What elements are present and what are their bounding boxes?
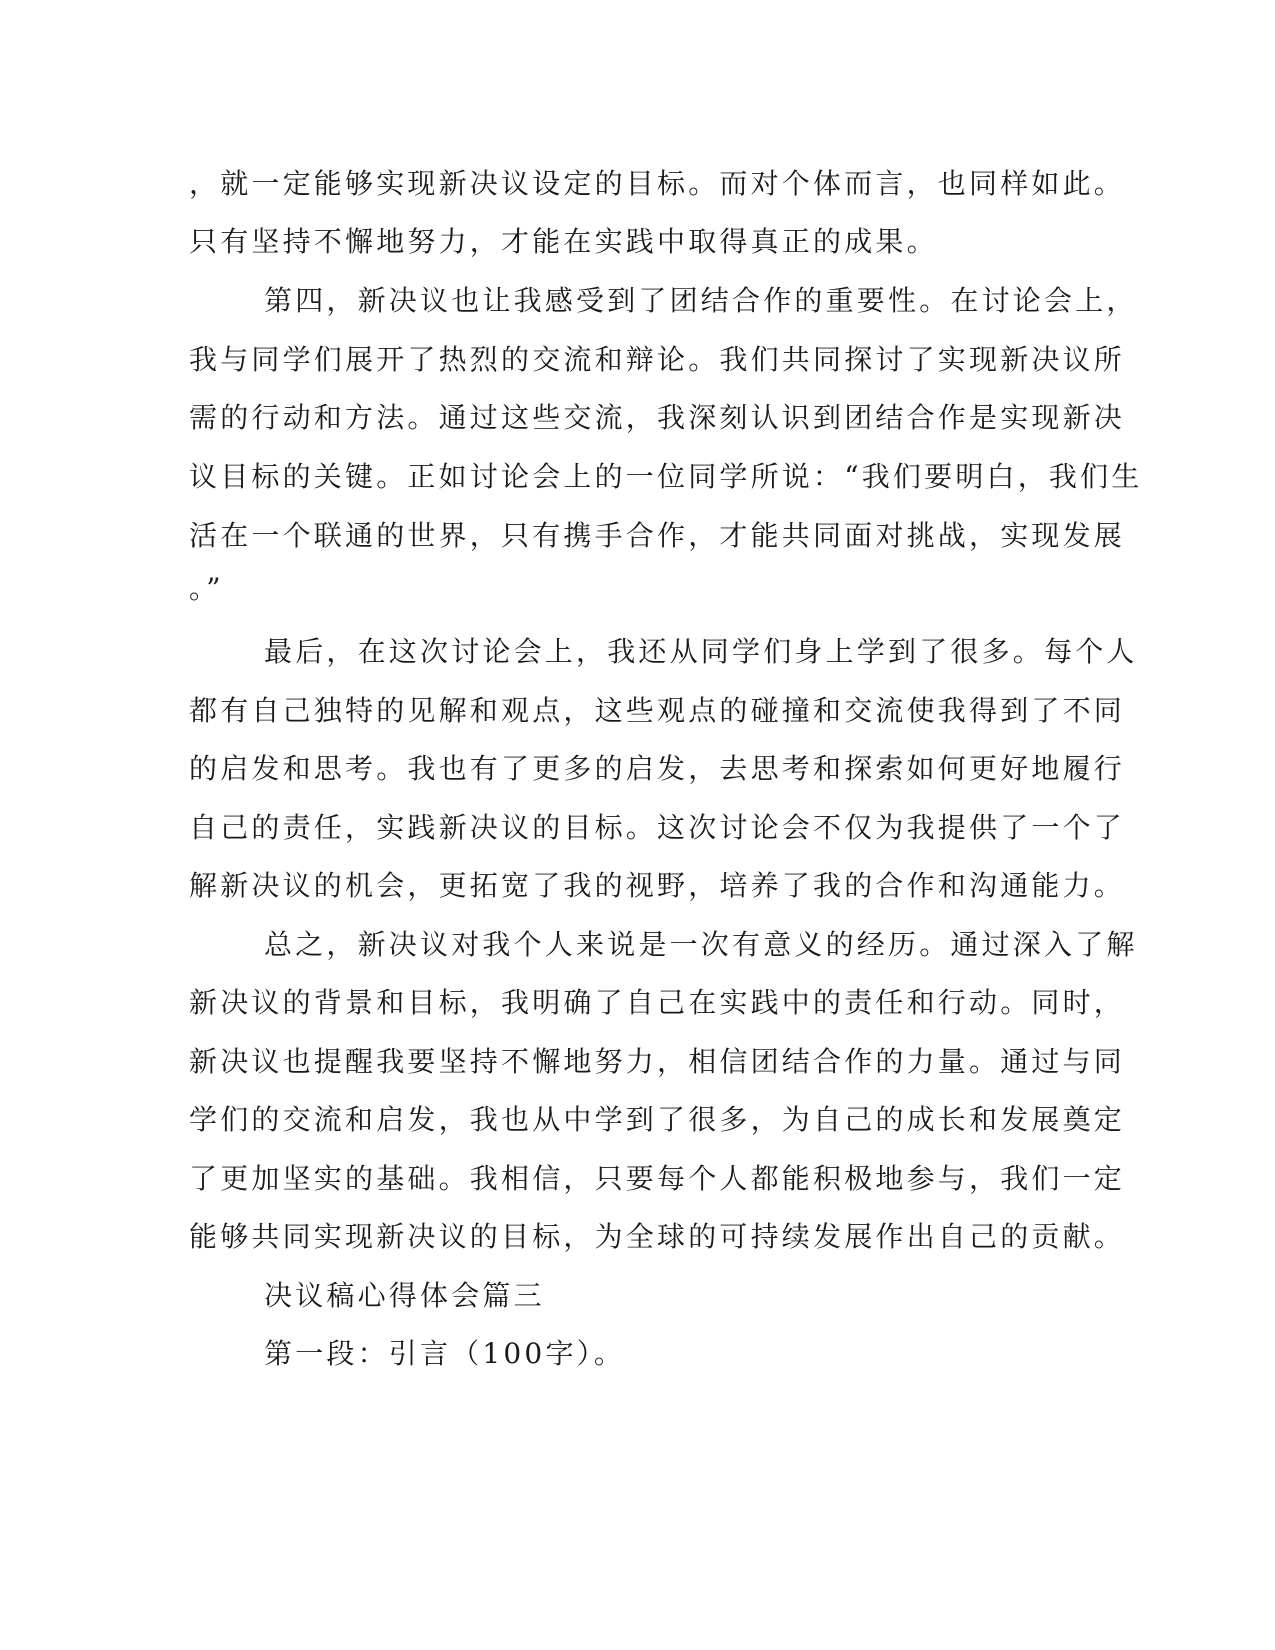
text-line: 议目标的关键。正如讨论会上的一位同学所说：“我们要明白，我们生 [189,460,1143,493]
text-line: 活在一个联通的世界，只有携手合作，才能共同面对挑战，实现发展 [189,519,1126,552]
text-line: 新决议的背景和目标，我明确了自己在实践中的责任和行动。同时， [189,986,1126,1019]
subsection-heading: 第一段：引言（100字）。 [264,1337,626,1370]
paragraph-start: 最后，在这次讨论会上，我还从同学们身上学到了很多。每个人 [264,635,1138,668]
text-line: 了更加坚实的基础。我相信，只要每个人都能积极地参与，我们一定 [189,1162,1126,1195]
text-line: 解新决议的机会，更拓宽了我的视野，培养了我的合作和沟通能力。 [189,869,1126,902]
text-line: 都有自己独特的见解和观点，这些观点的碰撞和交流使我得到了不同 [189,694,1126,727]
text-line: 的启发和思考。我也有了更多的启发，去思考和探索如何更好地履行 [189,752,1126,785]
paragraph-start: 第四，新决议也让我感受到了团结合作的重要性。在讨论会上， [264,284,1138,317]
text-line: 学们的交流和启发，我也从中学到了很多，为自己的成长和发展奠定 [189,1103,1126,1136]
text-line: 需的行动和方法。通过这些交流，我深刻认识到团结合作是实现新决 [189,401,1126,434]
paragraph-start: 总之，新决议对我个人来说是一次有意义的经历。通过深入了解 [264,928,1138,961]
text-line: ，就一定能够实现新决议设定的目标。而对个体而言，也同样如此。 [189,167,1126,200]
text-line: 只有坚持不懈地努力，才能在实践中取得真正的成果。 [189,225,938,258]
text-line: 自己的责任，实践新决议的目标。这次讨论会不仅为我提供了一个了 [189,811,1126,844]
text-line: 能够共同实现新决议的目标，为全球的可持续发展作出自己的贡献。 [189,1220,1126,1253]
text-line: 我与同学们展开了热烈的交流和辩论。我们共同探讨了实现新决议所 [189,343,1126,376]
section-heading: 决议稿心得体会篇三 [264,1279,545,1312]
text-line: 。” [189,572,224,605]
text-line: 新决议也提醒我要坚持不懈地努力，相信团结合作的力量。通过与同 [189,1045,1126,1078]
